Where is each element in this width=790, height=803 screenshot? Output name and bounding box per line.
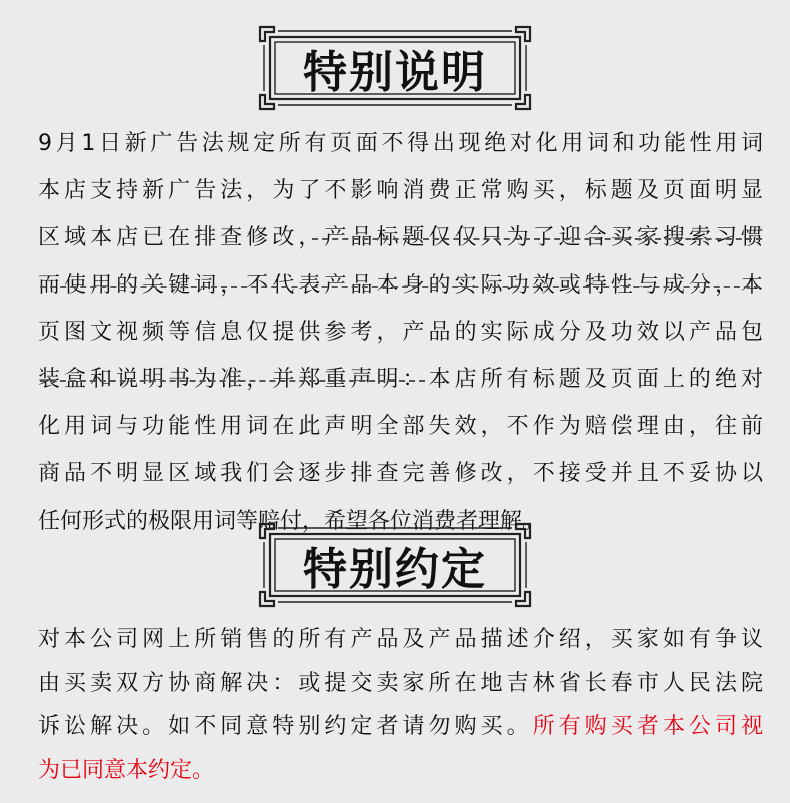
dashed-underline [40,286,760,288]
text-line: 页图文视频等信息仅提供参考，产品的实际成分及功效以产品包 [38,319,763,345]
dashed-underline [312,238,762,240]
title-frame-special-agreement [258,522,532,608]
text-line-mixed [38,705,763,749]
text-line: 由买卖双方协商解决：或提交卖家所在地吉林省长春市人民法院 [38,670,763,696]
title-frame-special-notice [258,25,532,111]
agreement-paragraph [38,618,763,792]
dashed-underline [40,380,425,382]
text-line: 商品不明显区域我们会逐步排查完善修改，不接受并且不妥协以 [38,461,763,487]
text-segment: 诉讼解决。如不同意特别约定者请勿购买。 [38,714,533,739]
text-line: 装盒和说明书为准，并郑重声明：本店所有标题及页面上的绝对 [38,367,763,393]
text-line: 区域本店已在排查修改，产品标题仅仅只为了迎合买家搜索习惯 [38,225,763,251]
text-line: 本店支持新广告法，为了不影响消费正常购买，标题及页面明显 [38,178,763,204]
highlight-text: 为已同意本约定。 [38,757,215,783]
text-line: 而使用的关键词，不代表产品本身的实际功效或特性与成分，本 [38,272,763,298]
text-line: 对本公司网上所销售的所有产品及产品描述介绍，买家如有争议 [38,627,763,652]
section-title: 特别约定 [303,544,487,595]
section-title: 特别说明 [303,47,487,98]
text-line: 9月1日新广告法规定所有页面不得出现绝对化用词和功能性用词 [38,131,763,156]
text-line: 任何形式的极限用词等赔付，希望各位消费者理解。 [38,508,545,534]
text-line: 化用词与功能性用词在此声明全部失效，不作为赔偿理由，往前 [38,414,763,440]
highlight-text: 所有购买者本公司视 [532,714,763,739]
notice-paragraph [38,120,763,545]
